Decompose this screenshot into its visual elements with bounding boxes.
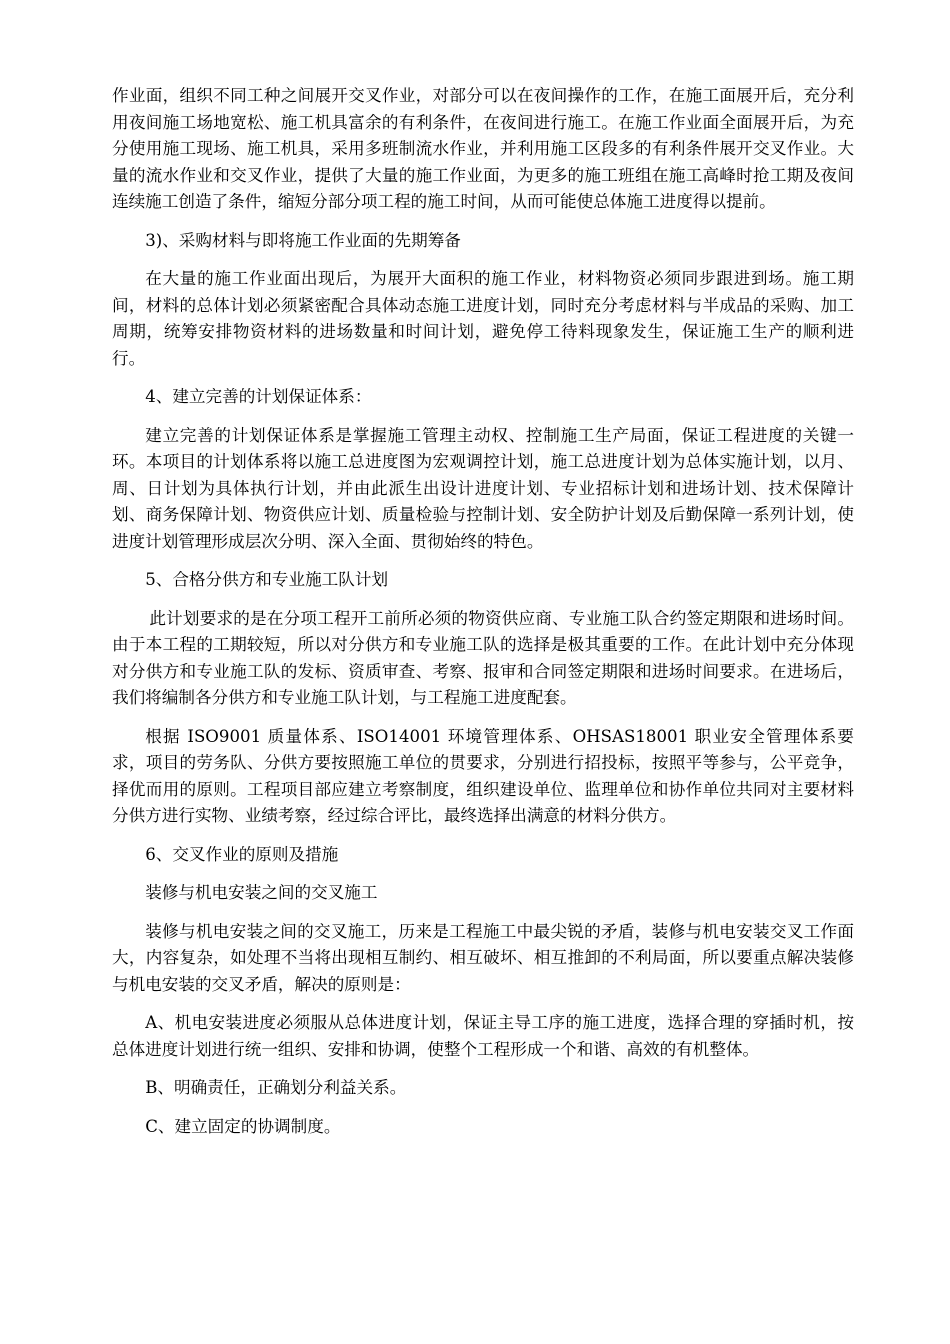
principle-item-c: C、建立固定的协调制度。 <box>145 1116 341 1136</box>
principle-item-b: B、明确责任，正确划分利益关系。 <box>145 1078 407 1097</box>
section-heading-3-procurement: 3)、采购材料与即将施工作业面的先期筹备 <box>145 230 461 250</box>
body-paragraph-cross-construction: 装修与机电安装之间的交叉施工，历来是工程施工中最尖锐的矛盾，装修与机电安装交叉工作面大，内容复杂，如处理不当将出现相互制约、相互破坏、相互推卸的不利局面，所以要重点解决装修与机电安装的交叉矛盾，解决的原则是： <box>112 921 854 994</box>
section-heading-5-suppliers: 5、合格分供方和专业施工队计划 <box>145 570 389 589</box>
body-paragraph-work-surface: 作业面，组织不同工种之间展开交叉作业，对部分可以在夜间操作的工作，在施工面展开后，充分利用夜间施工场地宽松、施工机具富余的有利条件，在夜间进行施工。在施工作业面全面展开后，为充分使用施工现场、施工机具，采用多班制流水作业，并利用施工区段多的有利条件展开交叉作业。大量的流水作业和交叉作业，提供了大量的施工作业面，为更多的施工班组在施工高峰时抢工期及夜间连续施工创造了条件，缩短分部分项工程的施工时间，从而可能使总体施工进度得以提前。 <box>112 86 854 211</box>
body-paragraph-suppliers-plan: 此计划要求的是在分项工程开工前所必须的物资供应商、专业施工队合约签定期限和进场时间。由于本工程的工期较短，所以对分供方和专业施工队的选择是极其重要的工作。在此计划中充分体现对分供方和专业施工队的发标、资质审查、考察、报审和合同签定期限和进场时间要求。在进场后，我们将编制各分供方和专业施工队计划，与工程施工进度配套。 <box>112 608 854 707</box>
section-heading-6-cross-work: 6、交叉作业的原则及措施 <box>145 844 339 864</box>
body-paragraph-materials: 在大量的施工作业面出现后，为展开大面积的施工作业，材料物资必须同步跟进到场。施工期间，材料的总体计划必须紧密配合具体动态施工进度计划，同时充分考虑材料与半成品的采购、加工周期，统筹安排物资材料的进场数量和时间计划，避免停工待料现象发生，保证施工生产的顺利进行。 <box>112 269 854 368</box>
section-heading-4-plan-system: 4、建立完善的计划保证体系： <box>145 387 372 406</box>
document-page <box>112 83 854 1152</box>
body-paragraph-iso-standards: 根据 ISO9001 质量体系、ISO14001 环境管理体系、OHSAS18001 职业安全管理体系要求，项目的劳务队、分供方要按照施工单位的贯要求，分别进行招投标，按照平等参与，公平竞争，择优而用的原则。工程项目部应建立考察制度，组织建设单位、监理单位和协作单位共同对主要材料分供方进行实物、业绩考察，经过综合评比，最终选择出满意的材料分供方。 <box>112 726 854 825</box>
subsection-heading-decoration-mep: 装修与机电安装之间的交叉施工 <box>145 883 378 902</box>
principle-item-a: A、机电安装进度必须服从总体进度计划，保证主导工序的施工进度，选择合理的穿插时机，按总体进度计划进行统一组织、安排和协调，使整个工程形成一个和谐、高效的有机整体。 <box>112 1013 854 1059</box>
body-paragraph-plan-system: 建立完善的计划保证体系是掌握施工管理主动权、控制施工生产局面，保证工程进度的关键一环。本项目的计划体系将以施工总进度图为宏观调控计划，施工总进度计划为总体实施计划，以月、周、日计划为具体执行计划，并由此派生出设计进度计划、专业招标计划和进场计划、技术保障计划、商务保障计划、物资供应计划、质量检验与控制计划、安全防护计划及后勤保障一系列计划，使进度计划管理形成层次分明、深入全面、贯彻始终的特色。 <box>112 425 854 551</box>
